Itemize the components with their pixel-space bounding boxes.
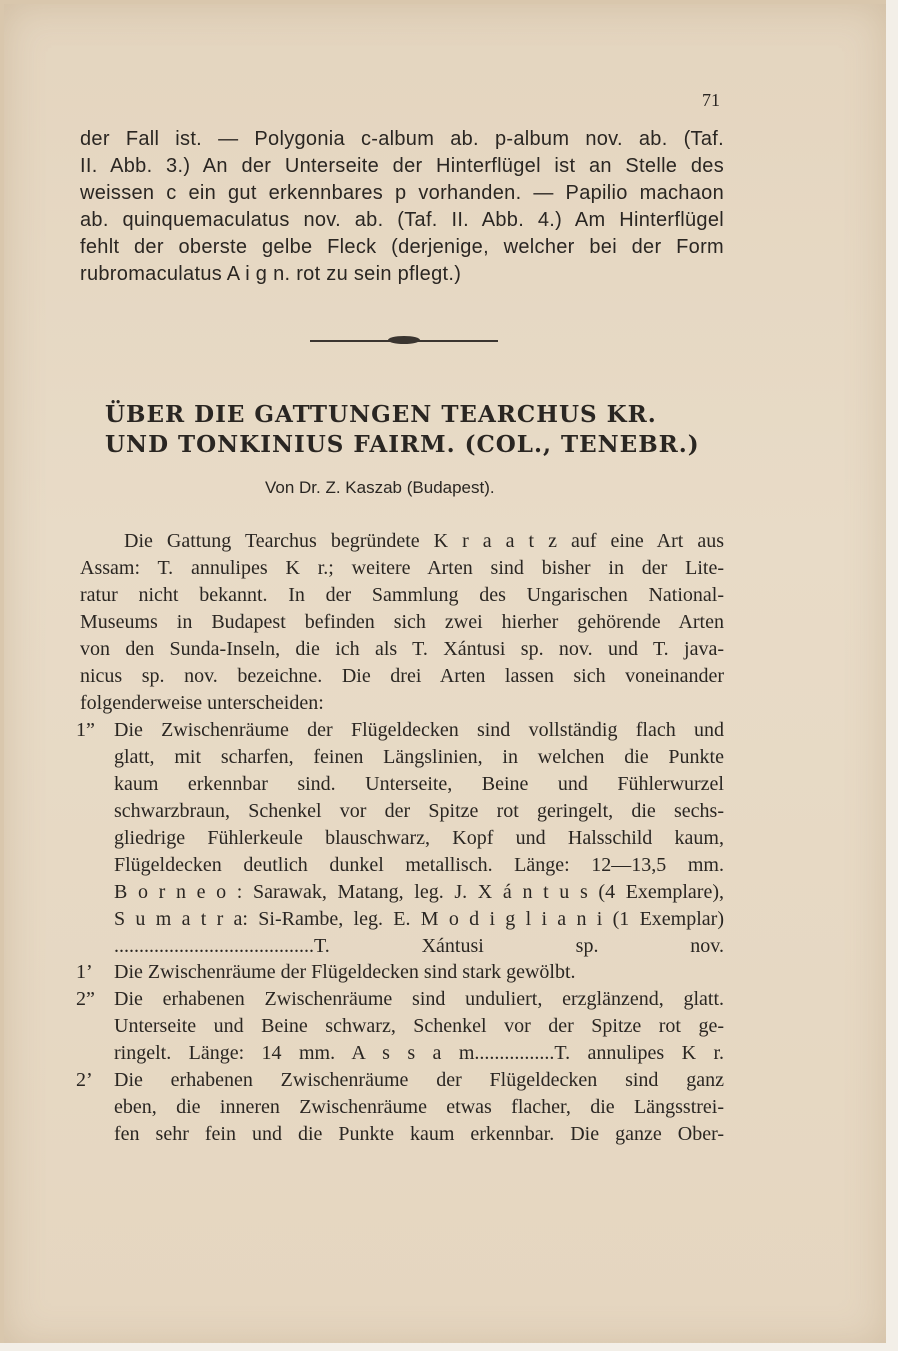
text-line: kaum erkennbar sind. Unterseite, Beine und Fühlerwurzel <box>114 773 724 795</box>
text-line: Die erhabenen Zwischenräume der Flügeldecken sind ganz <box>114 1069 724 1091</box>
text-line: ........................................T. Xántusi sp. nov. <box>114 935 724 957</box>
text-line: weissen c ein gut erkennbares p vorhanden. — Papilio machaon <box>80 182 724 204</box>
text-line: S u m a t r a: Si-Rambe, leg. E. M o d i g l i a n i (1 Exemplar) <box>114 908 724 930</box>
text-line: Die Zwischenräume der Flügeldecken sind stark gewölbt. <box>114 961 576 983</box>
key-number: 1’ <box>76 961 93 983</box>
text-line: Flügeldecken deutlich dunkel metallisch. Länge: 12—13,5 mm. <box>114 854 724 876</box>
text-line: II. Abb. 3.) An der Unterseite der Hinterflügel ist an Stelle des <box>80 155 724 177</box>
text-line: Assam: T. annulipes K r.; weitere Arten sind bisher in der Lite- <box>80 557 724 579</box>
text-line: gliedrige Fühlerkeule blauschwarz, Kopf und Halsschild kaum, <box>114 827 724 849</box>
text-line: fehlt der oberste gelbe Fleck (derjenige, welcher bei der Form <box>80 236 724 258</box>
text-line: Museums in Budapest befinden sich zwei hierher gehörende Arten <box>80 611 724 633</box>
key-number: 2” <box>76 988 95 1010</box>
text-line: Die Gattung Tearchus begründete K r a a t z auf eine Art aus <box>124 530 724 552</box>
author-byline: Von Dr. Z. Kaszab (Budapest). <box>265 478 495 497</box>
key-number: 2’ <box>76 1069 93 1091</box>
divider-ornament <box>388 336 420 344</box>
text-line: fen sehr fein und die Punkte kaum erkennbar. Die ganze Ober- <box>114 1123 724 1145</box>
text-line: Unterseite und Beine schwarz, Schenkel vor der Spitze rot ge- <box>114 1015 724 1037</box>
text-line: schwarzbraun, Schenkel vor der Spitze rot geringelt, die sechs- <box>114 800 724 822</box>
text-line: eben, die inneren Zwischenräume etwas flacher, die Längsstrei- <box>114 1096 724 1118</box>
text-line: ringelt. Länge: 14 mm. A s s a m................T. annulipes K r. <box>114 1042 724 1064</box>
article-title-line: ÜBER DIE GATTUNGEN TEARCHUS KR. <box>105 401 657 428</box>
page-number: 71 <box>702 90 720 110</box>
page-edge-bottom <box>0 1343 898 1351</box>
text-line: rubromaculatus A i g n. rot zu sein pflegt.) <box>80 263 462 285</box>
page-edge-right <box>886 0 898 1351</box>
text-line: Die Zwischenräume der Flügeldecken sind vollständig flach und <box>114 719 724 741</box>
text-line: von den Sunda-Inseln, die ich als T. Xántusi sp. nov. und T. java- <box>80 638 724 660</box>
text-line: ab. quinquemaculatus nov. ab. (Taf. II. Abb. 4.) Am Hinterflügel <box>80 209 724 231</box>
text-line: folgenderweise unterscheiden: <box>80 692 324 714</box>
text-line: ratur nicht bekannt. In der Sammlung des Ungarischen National- <box>80 584 724 606</box>
key-number: 1” <box>76 719 95 741</box>
text-line: nicus sp. nov. bezeichne. Die drei Arten lassen sich voneinander <box>80 665 724 687</box>
text-line: der Fall ist. — Polygonia c-album ab. p-album nov. ab. (Taf. <box>80 128 724 150</box>
text-line: B o r n e o : Sarawak, Matang, leg. J. X á n t u s (4 Exemplare), <box>114 881 724 903</box>
text-line: Die erhabenen Zwischenräume sind unduliert, erzglänzend, glatt. <box>114 988 724 1010</box>
article-title-line: UND TONKINIUS FAIRM. (COL., TENEBR.) <box>105 431 700 458</box>
text-line: glatt, mit scharfen, feinen Längslinien, in welchen die Punkte <box>114 746 724 768</box>
